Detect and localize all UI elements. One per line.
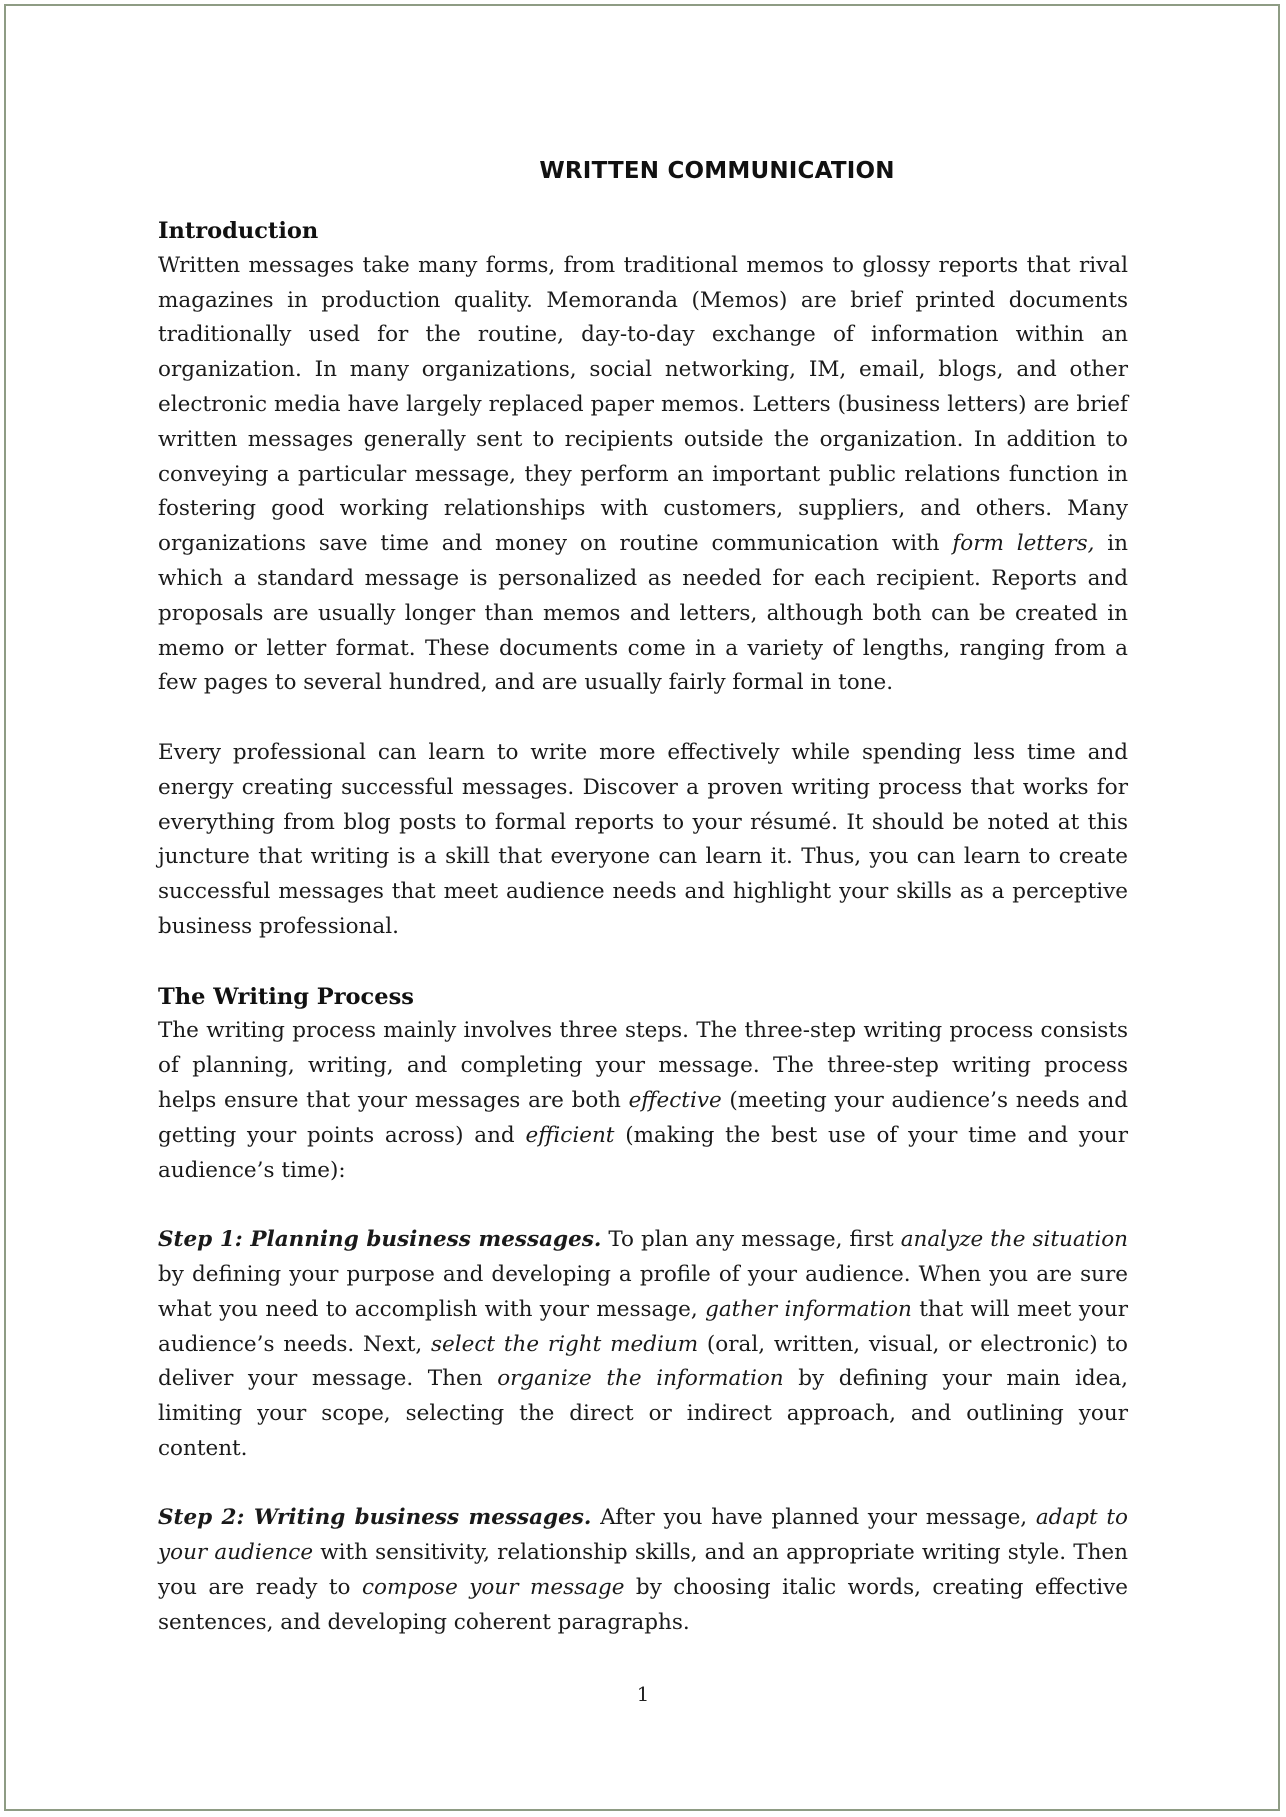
text-run: by choosing italic words, creating effective sentences, and developing coherent paragraphs. [158, 1575, 1129, 1635]
step-1-paragraph [158, 1223, 1128, 1467]
emphasis-text: form letters, [952, 531, 1095, 557]
emphasis-text: efficient [525, 1122, 615, 1148]
emphasis-text: adapt to your audience [158, 1505, 1128, 1566]
text-run: in which a standard message is personalized as needed for each recipient. Reports and proposals are usually longer than memos and letters, although both can be created in memo or letter format. These documents come in a variety of lengths, ranging from a few pages to several hundred, and are usually fairly formal in tone. [158, 531, 1128, 696]
emphasis-text: analyze the situation [900, 1227, 1128, 1253]
writing-process-paragraph [158, 1014, 1128, 1188]
text-run: The writing process mainly involves three steps. The three-step writing process consists of planning, writing, and completing your message. The three-step writing process helps ensure that your messages are both [158, 1018, 1128, 1113]
paragraph-spacer [158, 945, 1128, 980]
intro-paragraph-1 [158, 249, 1128, 701]
text-run: (making the best use of your time and your audience’s time): [158, 1122, 1128, 1183]
intro-paragraph-2: Every professional can learn to write more effectively while spending less time and energy creating successful messages. Discover a proven writing process that works for everything from blog posts to formal reports to your résumé. It should be noted at this juncture that writing is a skill that everyone can learn it. Thus, you can learn to create successful messages that meet audience needs and highlight your skills as a perceptive business professional. [158, 739, 1128, 939]
emphasis-text: effective [628, 1087, 722, 1113]
text-run: (oral, written, visual, or electronic) to deliver your message. Then [158, 1331, 1128, 1392]
document-body [158, 214, 1128, 1641]
paragraph-spacer [158, 701, 1128, 736]
page-number: 1 [636, 1682, 650, 1706]
text-run: To plan any message, first [601, 1227, 901, 1253]
step-1-heading: Step 1: Planning business messages. [158, 1227, 602, 1253]
step-2-paragraph [158, 1501, 1128, 1640]
section-heading-writing-process: The Writing Process [158, 983, 414, 1010]
emphasis-text: compose your message [361, 1575, 625, 1601]
emphasis-text: select the right medium [431, 1331, 699, 1357]
emphasis-text: gather information [705, 1296, 912, 1322]
text-run: (meeting your audience’s needs and getting your points across) and [158, 1087, 1128, 1148]
text-run: by defining your purpose and developing a profile of your audience. When you are sure what you need to accomplish with your message, [158, 1261, 1128, 1322]
text-run: with sensitivity, relationship skills, and an appropriate writing style. Then you are ready to [158, 1540, 1128, 1601]
paragraph-spacer [158, 1188, 1128, 1223]
text-run: that will meet your audience’s needs. Next, [158, 1296, 1128, 1357]
section-heading-introduction: Introduction [158, 218, 319, 244]
document-title: WRITTEN COMMUNICATION [539, 158, 895, 184]
text-run: Written messages take many forms, from traditional memos to glossy reports that rival magazines in production quality. Memoranda (Memos) are brief printed documents traditionally used for the routine, day-to-day exchange of information within an organization. In many organizations, social networking, IM, email, blogs, and other electronic media have largely replaced paper memos. Letters (business letters) are brief written messages generally sent to recipients outside the organization. In addition to conveying a particular message, they perform an important public relations function in fostering good working relationships with customers, suppliers, and others. Many organizations save time and money on routine communication with [158, 252, 1128, 557]
text-run: After you have planned your message, [591, 1505, 1036, 1531]
emphasis-text: organize the information [497, 1366, 784, 1392]
paragraph-spacer [158, 1467, 1128, 1502]
step-2-heading: Step 2: Writing business messages. [158, 1505, 592, 1531]
text-run: by defining your main idea, limiting your scope, selecting the direct or indirect approach, and outlining your content. [158, 1366, 1128, 1461]
